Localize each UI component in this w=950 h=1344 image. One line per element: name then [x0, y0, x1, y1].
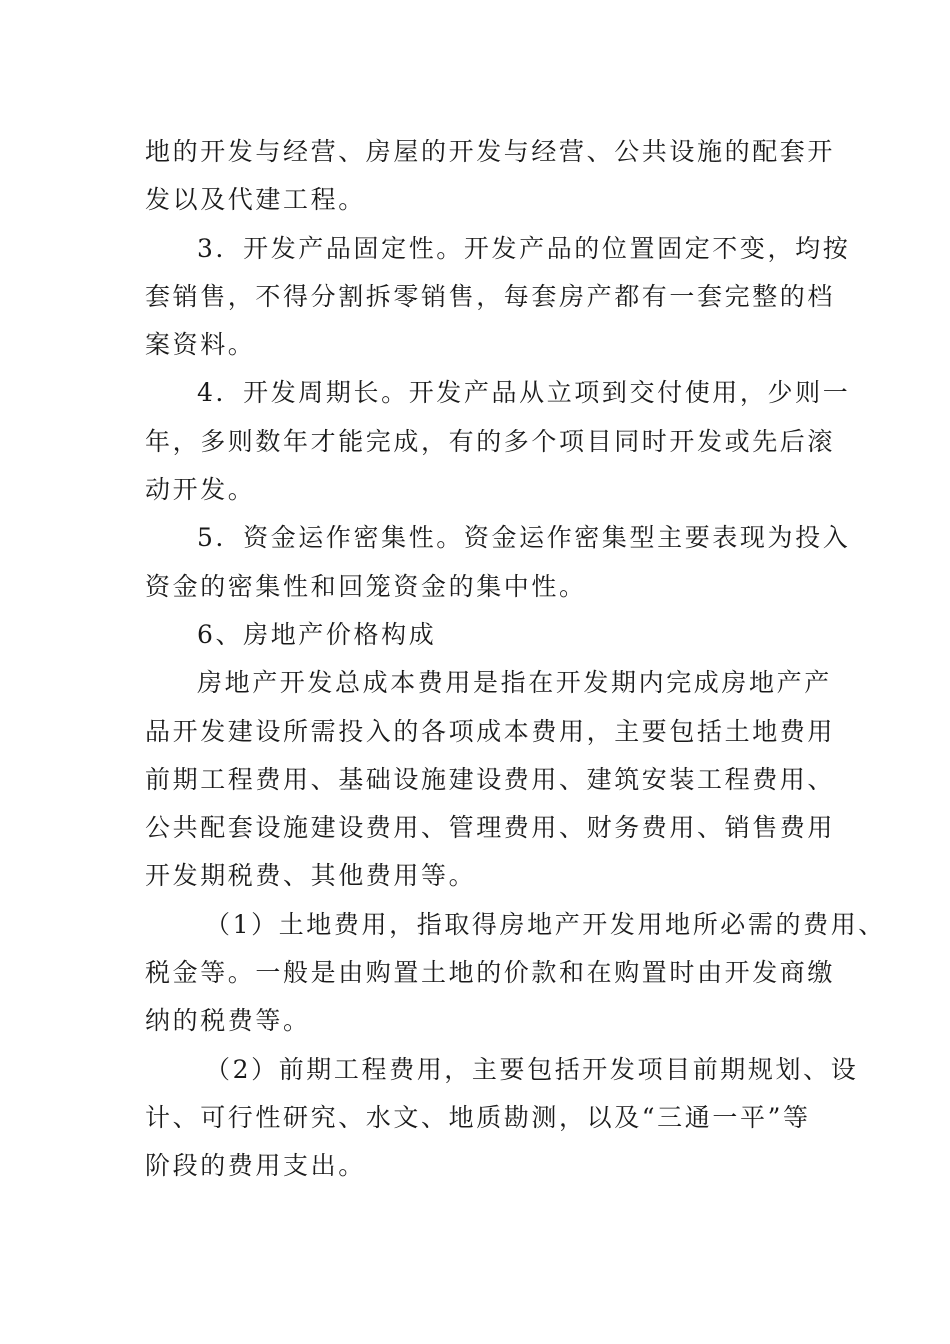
text-line: 开发期税费、其他费用等。 — [145, 861, 477, 891]
text-line: 品开发建设所需投入的各项成本费用，主要包括土地费用 — [145, 716, 836, 746]
text-line: 发以及代建工程。 — [145, 185, 366, 215]
section-heading: 6、房地产价格构成 — [197, 619, 437, 649]
text-line: 公共配套设施建设费用、管理费用、财务费用、销售费用 — [145, 813, 836, 843]
text-line: 案资料。 — [145, 330, 256, 360]
text-line: 阶段的费用支出。 — [145, 1151, 366, 1181]
text-line: 地的开发与经营、房屋的开发与经营、公共设施的配套开 — [145, 137, 836, 166]
paragraph-start-line: 3．开发产品固定性。开发产品的位置固定不变，均按 — [197, 233, 851, 263]
paragraph-start-line: 房地产开发总成本费用是指在开发期内完成房地产产 — [197, 668, 832, 698]
text-line: 纳的税费等。 — [145, 1006, 311, 1036]
paragraph-start-line: （2）前期工程费用，主要包括开发项目前期规划、设 — [205, 1054, 859, 1084]
paragraph-start-line: 5．资金运作密集性。资金运作密集型主要表现为投入 — [197, 523, 851, 553]
body-text — [145, 128, 886, 1191]
text-line: 计、可行性研究、水文、地质勘测，以及“三通一平”等 — [145, 1102, 811, 1132]
text-line: 前期工程费用、基础设施建设费用、建筑安装工程费用、 — [145, 764, 836, 794]
paragraph-start-line: （1）土地费用，指取得房地产开发用地所必需的费用、 — [205, 909, 886, 939]
text-line: 税金等。一般是由购置土地的价款和在购置时由开发商缴 — [145, 958, 836, 988]
paragraph-start-line: 4．开发周期长。开发产品从立项到交付使用，少则一 — [197, 378, 851, 408]
text-line: 动开发。 — [145, 475, 256, 505]
text-line: 资金的密集性和回笼资金的集中性。 — [145, 571, 587, 601]
text-line: 年，多则数年才能完成，有的多个项目同时开发或先后滚 — [145, 426, 836, 456]
text-line: 套销售，不得分割拆零销售，每套房产都有一套完整的档 — [145, 281, 836, 311]
